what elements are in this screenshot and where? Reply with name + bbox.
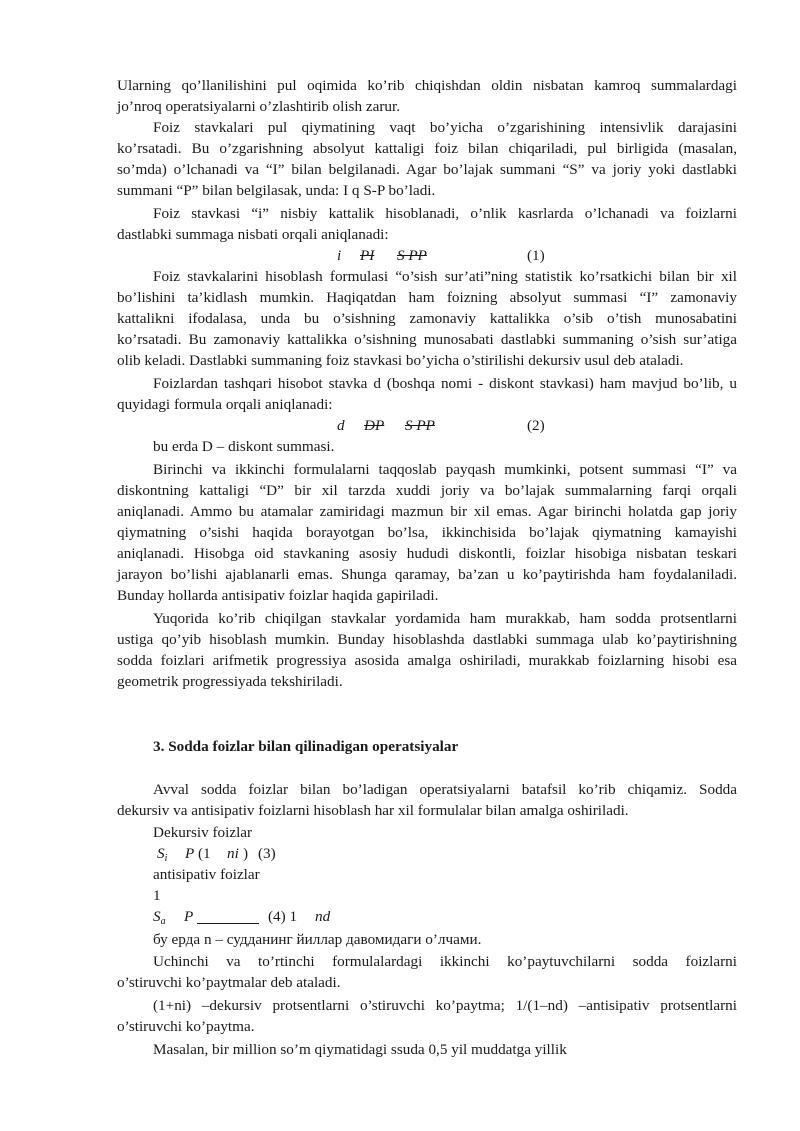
paragraph-line: olib keladi. Dastlabki summaning foiz stavkasi bo’yicha o’stirilishi dekursiv usul deb ataladi.: [117, 352, 684, 369]
formula-denominator: S PP: [397, 247, 427, 264]
paragraph-line: Bunday hollarda antisipativ foizlar haqida gapiriladi.: [117, 587, 439, 604]
formula-denominator: S PP: [405, 417, 435, 434]
paragraph-line: Foizlardan tashqari hisobot stavka d (boshqa nomi - diskont stavkasi) ham mavjud bo’lib, u: [153, 375, 737, 392]
paragraph-line: (1+ni) –dekursiv protsentlarni o’stiruvchi ko’paytma; 1/(1–nd) –antisipativ protsentlarni: [153, 997, 737, 1014]
section-heading: 3. Sodda foizlar bilan qilinadigan operatsiyalar: [153, 738, 459, 755]
formula-numerator: PI: [360, 247, 375, 264]
paragraph-line: Foiz stavkalari pul qiymatining vaqt bo’yicha o’zgarishining intensivlik darajasini: [153, 119, 737, 136]
paragraph-line: so’mda) o’lchanadi va “I” bilan belgilanadi. Agar bo’lajak summani “S” va joriy yoki dastlabki: [117, 161, 737, 178]
paragraph-line: ustiga qo’yib hisoblash mumkin. Bunday hisoblashda dastlabki summaga ulab ko’paytirishning: [117, 631, 737, 648]
fraction-bar: [197, 923, 259, 924]
formula-nd: nd: [315, 908, 331, 925]
paragraph-line: бу ерда n – судданинг йиллар давомидаги о’лчами.: [153, 931, 482, 948]
formula-p: P: [185, 845, 195, 862]
paragraph-line: diskontning kattaligi “D” bir xil tarzda xuddi joriy va bo’lajak summalarning farqi orqali: [117, 482, 737, 499]
paragraph-line: bu erda D – diskont summasi.: [153, 438, 335, 455]
formula-symbol: $S_a$: [153, 908, 166, 927]
paragraph-line: Yuqorida ko’rib chiqilgan stavkalar yordamida ham murakkab, ham sodda protsentlarni: [153, 610, 737, 627]
paragraph-line: aniqlanadi. Hisobga oid stavkaning asosiy hududi diskontli, foizlar hisobiga nisbatan teskari: [117, 545, 737, 562]
paragraph-line: kattalikni ifodalasa, unda bu o’sishning zamonaviy kattalikka o’sib o’tish munosabatini: [117, 310, 737, 327]
paragraph-line: Uchinchi va to’rtinchi formulalardagi ikkinchi ko’paytuvchilarni sodda foizlarni: [153, 953, 737, 970]
paragraph-line: bo’lishini ta’kidlash mumkin. Haqiqatdan ham foizning absolyut summasi “I” zamonaviy: [117, 289, 737, 306]
formula-symbol: d: [337, 417, 345, 434]
paragraph-line: o’stiruvchi ko’paytma.: [117, 1018, 255, 1035]
paragraph-line: jarayon bo’lishi ajablanarli emas. Shunga qaramay, ba’zan u ko’paytirishda ham foydalaniladi.: [117, 566, 737, 583]
paragraph-line: summani “P” bilan belgilasak, unda: I q S-P bo’ladi.: [117, 182, 436, 199]
formula-number: (4) 1: [268, 908, 298, 925]
formula-number: (1): [527, 247, 545, 264]
paragraph-line: dastlabki summaga nisbati orqali aniqlanadi:: [117, 226, 389, 243]
paragraph-line: dekursiv va antisipativ foizlarni hisoblash har xil formulalar bilan amalga oshiriladi.: [117, 802, 629, 819]
paragraph-line: ko’rsatadi. Bu o’zgarishning absolyut kattaligi foiz bilan chiqariladi, pul birligida (masalan,: [117, 140, 737, 157]
formula-ni: ni: [227, 845, 239, 862]
paragraph-line: jo’nroq operatsiyalarni o’zlashtirib olish zarur.: [117, 98, 400, 115]
paragraph-line: quyidagi formula orqali aniqlanadi:: [117, 396, 333, 413]
formula-paren: (1: [198, 845, 211, 862]
formula-symbol: $S_i$: [157, 845, 168, 864]
formula-close: ): [243, 845, 249, 862]
paragraph-line: Ularning qo’llanilishini pul oqimida ko’rib chiqishdan oldin nisbatan kamroq summalardagi: [117, 77, 737, 94]
formula-one: 1: [153, 887, 161, 904]
formula-number: (2): [527, 417, 545, 434]
formula-number: (3): [258, 845, 276, 862]
paragraph-line: ko’rsatadi. Bu zamonaviy kattalikka o’sishning munosabati dastlabki summaning o’sish sur’atiga: [117, 331, 737, 348]
paragraph-line: Foiz stavkasi “i” nisbiy kattalik hisoblanadi, o’nlik kasrlarda o’lchanadi va foizlarni: [153, 205, 737, 222]
paragraph-line: antisipativ foizlar: [153, 866, 260, 883]
paragraph-line: aniqlanadi. Ammo bu atamalar zamiridagi mazmun bir xil emas. Agar birinchi holatda gap joriy: [117, 503, 737, 520]
paragraph-line: Dekursiv foizlar: [153, 824, 253, 841]
formula-p: P: [184, 908, 194, 925]
paragraph-line: qiymatning o’sishi haqida borayotgan bo’lsa, ikkinchisida bo’lajak qiymatning kamayishi: [117, 524, 737, 541]
paragraph-line: Avval sodda foizlar bilan bo’ladigan operatsiyalarni batafsil ko’rib chiqamiz. Sodda: [153, 781, 737, 798]
paragraph-line: geometrik progressiyada tekshiriladi.: [117, 673, 343, 690]
paragraph-line: Birinchi va ikkinchi formulalarni taqqoslab payqash mumkinki, potsent summasi “I” va: [153, 461, 737, 478]
paragraph-line: o’stiruvchi ko’paytmalar deb ataladi.: [117, 974, 341, 991]
formula-numerator: DP: [364, 417, 385, 434]
paragraph-line: sodda foizlari arifmetik progressiya asosida amalga oshiriladi, murakkab foizlarning hisobi esa: [117, 652, 737, 669]
paragraph-line: Masalan, bir million so’m qiymatidagi ssuda 0,5 yil muddatga yillik: [153, 1041, 567, 1058]
paragraph-line: Foiz stavkalarini hisoblash formulasi “o’sish sur’ati”ning statistik ko’rsatkichi bilan bir xil: [153, 268, 737, 285]
formula-symbol: i: [337, 247, 342, 264]
